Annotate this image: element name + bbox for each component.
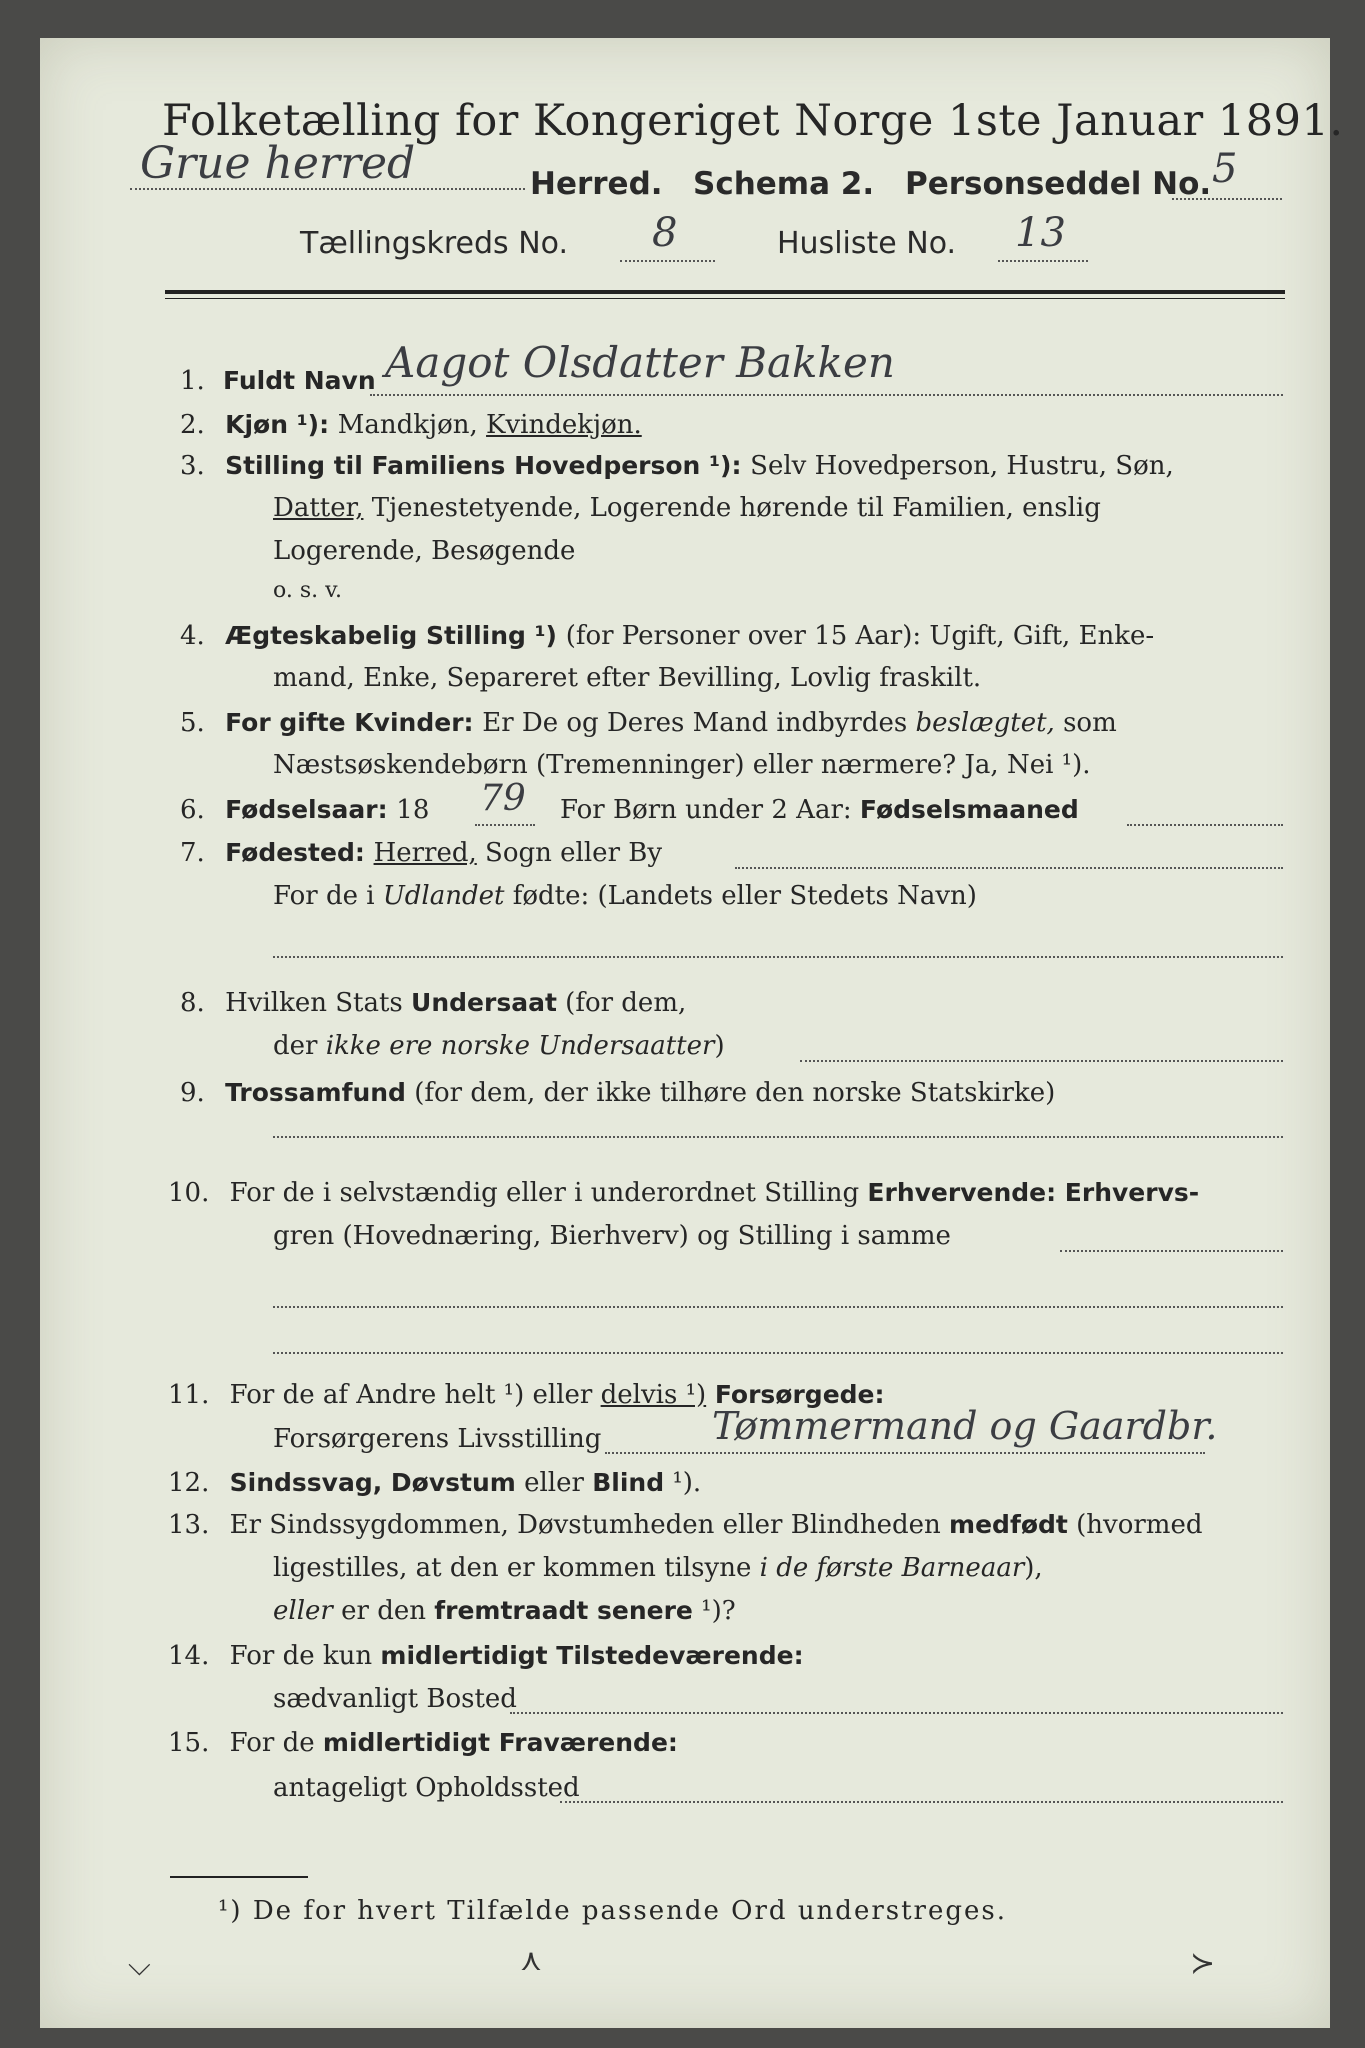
- item-12-label: Sindssvag, Døvstum: [229, 1468, 516, 1497]
- item-11-text-a: For de af Andre helt ¹) eller: [229, 1380, 601, 1410]
- item-6-number: 6.: [180, 795, 205, 825]
- item-5: [180, 708, 1117, 738]
- item-13-label: medfødt: [949, 1510, 1068, 1539]
- personseddel-value: 5: [1212, 146, 1238, 192]
- item-6-year-field-line: [475, 824, 535, 826]
- item-15-field-line: [560, 1801, 1283, 1803]
- item-7-herred: Herred,: [373, 838, 477, 868]
- item-6: [180, 795, 429, 825]
- item-14-text-b: sædvanligt Bosted: [273, 1684, 517, 1714]
- item-15-label: midlertidigt Fraværende:: [322, 1728, 678, 1757]
- item-11-text-b: Forsørgerens Livsstilling: [273, 1424, 602, 1454]
- item-8-text-a: Hvilken Stats: [225, 988, 412, 1018]
- item-10: [168, 1178, 1199, 1208]
- item-13-line-2: [273, 1553, 1043, 1583]
- item-8-number: 8.: [180, 988, 205, 1018]
- item-4-label: Ægteskabelig Stilling ¹): [225, 621, 566, 650]
- item-7-field-line: [735, 867, 1283, 869]
- item-13-text-b2: ),: [1024, 1553, 1043, 1583]
- item-8-label: Undersaat: [411, 988, 557, 1017]
- husliste-label: Husliste No.: [777, 226, 957, 261]
- item-12-text-2: ¹).: [664, 1468, 702, 1498]
- item-10-label: Erhvervende: Erhvervs-: [867, 1178, 1200, 1207]
- item-8-field-line: [800, 1060, 1283, 1062]
- item-3-text-c: Logerende, Besøgende: [273, 536, 576, 566]
- item-10-field-line: [1060, 1250, 1283, 1252]
- kreds-field-line: [620, 260, 715, 262]
- item-15-text-b: antageligt Opholdssted: [273, 1773, 580, 1803]
- item-3-datter: Datter,: [273, 493, 364, 523]
- item-13-text-a: Er Sindssygdommen, Døvstumheden eller Blindheden: [229, 1510, 950, 1540]
- item-7-text-a: Sogn eller By: [476, 838, 663, 868]
- item-11-field-line: [605, 1452, 1205, 1454]
- item-8-line-2: [273, 1031, 725, 1061]
- item-13-label-2: fremtraadt senere: [434, 1596, 693, 1625]
- header-rule-thin: [165, 298, 1285, 299]
- item-9-number: 9.: [180, 1078, 205, 1108]
- footnote: ¹) De for hvert Tilfælde passende Ord understreges.: [218, 1896, 1008, 1926]
- item-7: [180, 838, 662, 868]
- item-8: [180, 988, 686, 1018]
- item-6-maaned-label: Fødselsmaaned: [859, 795, 1079, 824]
- item-5-text-a2: som: [1054, 708, 1117, 738]
- item-3-line-2: [273, 493, 1101, 523]
- registration-mark-left: ⌵: [128, 1948, 151, 1983]
- item-3: [180, 451, 1174, 481]
- item-7-number: 7.: [180, 838, 205, 868]
- item-2-kvinde: Kvindekjøn.: [486, 410, 642, 440]
- item-13-text-b-italic: i de første Barneaar: [759, 1553, 1025, 1583]
- item-6-rest: [560, 795, 1079, 825]
- item-14-label: midlertidigt Tilstedeværende:: [380, 1641, 804, 1670]
- header-rule-thick: [165, 290, 1285, 294]
- item-13-text-c-italic: eller: [273, 1596, 333, 1626]
- item-11-delvis: delvis ¹): [600, 1380, 707, 1410]
- item-11-number: 11.: [168, 1380, 210, 1410]
- item-13-text-c2: ¹)?: [692, 1596, 736, 1626]
- item-2-number: 2.: [180, 410, 205, 440]
- item-15-text-a: For de: [229, 1728, 323, 1758]
- item-10-text-b: gren (Hovednæring, Bierhverv) og Stilling i samme: [273, 1221, 951, 1251]
- item-12-text: eller: [515, 1468, 593, 1498]
- item-10-field-line-2: [273, 1306, 1283, 1308]
- item-9-text: (for dem, der ikke tilhøre den norske Statskirke): [405, 1078, 1056, 1108]
- footnote-rule: [170, 1876, 308, 1878]
- item-15: [168, 1728, 678, 1758]
- item-8-text-d: ikke ere norske Undersaatter: [325, 1031, 715, 1061]
- item-4-number: 4.: [180, 621, 205, 651]
- item-9-field-line: [273, 1136, 1283, 1138]
- item-14-number: 14.: [168, 1641, 210, 1671]
- item-9-label: Trossamfund: [225, 1078, 406, 1107]
- item-8-text-e: ): [714, 1031, 725, 1061]
- item-2-mand: Mandkjøn,: [337, 410, 487, 440]
- birth-year-value: 79: [480, 778, 526, 819]
- item-12-label-2: Blind: [592, 1468, 665, 1497]
- item-3-number: 3.: [180, 451, 205, 481]
- item-7-text-c: fødte: (Landets eller Stedets Navn): [504, 881, 977, 911]
- item-9: [180, 1078, 1055, 1108]
- item-4: [180, 621, 1154, 651]
- registration-mark-right: ≻: [1190, 1946, 1216, 1981]
- item-3-text-b: Tjenestetyende, Logerende hørende til Familien, enslig: [363, 493, 1101, 523]
- item-14-field-line: [510, 1712, 1283, 1714]
- item-1-field-line: [370, 394, 1283, 396]
- item-5-text-b: Næstsøskendebørn (Tremenninger) eller nærmere? Ja, Nei ¹).: [273, 750, 1091, 780]
- item-14: [168, 1641, 804, 1671]
- personseddel-label: Personseddel No.: [905, 166, 1212, 202]
- item-11-label: Forsørgede:: [706, 1380, 885, 1409]
- census-form-sheet: [40, 38, 1344, 2028]
- husliste-value: 13: [1015, 210, 1066, 256]
- item-4-text-a: (for Personer over 15 Aar): Ugift, Gift, Enke-: [565, 621, 1155, 651]
- item-6-label: Fødselsaar:: [225, 795, 397, 824]
- item-10-field-line-3: [273, 1352, 1283, 1354]
- item-7-field-line-2: [273, 956, 1283, 958]
- item-13: [168, 1510, 1202, 1540]
- item-10-text-a: For de i selvstændig eller i underordnet Stilling: [229, 1178, 868, 1208]
- item-12: [168, 1468, 701, 1498]
- item-14-text-a: For de kun: [229, 1641, 381, 1671]
- item-3-text-a: Selv Hovedperson, Hustru, Søn,: [750, 451, 1174, 481]
- kreds-value: 8: [652, 210, 678, 256]
- item-13-text-c: er den: [332, 1596, 435, 1626]
- item-8-text-b: (for dem,: [556, 988, 687, 1018]
- schema-label: Schema 2.: [693, 166, 875, 202]
- item-13-text-b: ligestilles, at den er kommen tilsyne: [273, 1553, 760, 1583]
- item-2: [180, 410, 642, 440]
- herred-label: Herred.: [530, 166, 663, 202]
- item-1-number: 1.: [180, 366, 205, 396]
- item-7-udlandet: Udlandet: [382, 881, 505, 911]
- item-1-label: Fuldt Navn: [223, 366, 376, 395]
- full-name-value: Aagot Olsdatter Bakken: [385, 338, 895, 387]
- item-13-line-3: [273, 1596, 736, 1626]
- form-title: Folketælling for Kongeriget Norge 1ste Januar 1891.: [162, 96, 1344, 146]
- item-13-number: 13.: [168, 1510, 210, 1540]
- item-6-year-prefix: 18: [396, 795, 430, 825]
- item-4-text-b: mand, Enke, Separeret efter Bevilling, Lovlig fraskilt.: [273, 663, 982, 693]
- item-7-line-2: [273, 881, 977, 911]
- item-3-text-d: o. s. v.: [273, 578, 342, 603]
- item-13-text-a2: (hvormed: [1067, 1510, 1203, 1540]
- item-2-label: Kjøn ¹):: [225, 410, 338, 439]
- item-15-number: 15.: [168, 1728, 210, 1758]
- item-7-text-b: For de i: [273, 881, 383, 911]
- item-5-text-a: Er De og Deres Mand indbyrdes: [482, 708, 916, 738]
- item-5-label: For gifte Kvinder:: [225, 708, 483, 737]
- item-6-text: For Børn under 2 Aar:: [560, 795, 860, 825]
- husliste-field-line: [998, 260, 1088, 262]
- kreds-label: Tællingskreds No.: [300, 226, 568, 261]
- item-5-beslaegtet: beslægtet,: [915, 708, 1055, 738]
- item-3-label: Stilling til Familiens Hovedperson ¹):: [225, 451, 751, 480]
- item-8-text-c: der: [273, 1031, 326, 1061]
- provider-occupation-value: Tømmermand og Gaardbr.: [712, 1404, 1218, 1448]
- item-12-number: 12.: [168, 1468, 210, 1498]
- item-10-number: 10.: [168, 1178, 210, 1208]
- herred-value: Grue herred: [140, 138, 416, 189]
- item-6-maaned-field-line: [1127, 824, 1283, 826]
- item-7-label: Fødested:: [225, 838, 374, 867]
- item-5-number: 5.: [180, 708, 205, 738]
- personseddel-field-line: [1172, 198, 1282, 200]
- registration-mark-center: ⋏: [520, 1943, 542, 1978]
